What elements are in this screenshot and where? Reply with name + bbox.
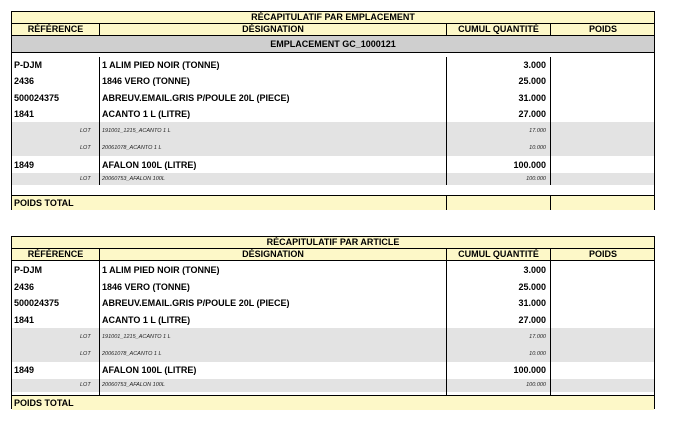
header-poids: POIDS — [588, 249, 617, 259]
lot-label: LOT — [80, 145, 91, 151]
column-divider — [550, 249, 551, 395]
row-designation: ACANTO 1 L (LITRE) — [102, 109, 191, 119]
column-divider — [99, 57, 100, 185]
lot-quantity: 10.000 — [529, 145, 546, 151]
table-row — [12, 362, 654, 378]
lot-row — [12, 346, 654, 362]
lot-code: 191001_1215_ACANTO 1 L — [102, 128, 171, 134]
column-divider — [446, 24, 447, 36]
lot-label: LOT — [80, 176, 91, 182]
header-designation: DÉSIGNATION — [242, 24, 304, 34]
header-cumul-quantite: CUMUL QUANTITÉ — [458, 24, 539, 34]
lot-row — [12, 379, 654, 392]
table-row — [12, 90, 654, 106]
row-quantity: 27.000 — [518, 315, 546, 325]
table-row — [12, 279, 654, 295]
column-divider — [99, 24, 100, 36]
row-reference: P-DJM — [14, 265, 43, 275]
row-quantity: 25.000 — [518, 282, 546, 292]
row-designation: 1 ALIM PIED NOIR (TONNE) — [102, 60, 220, 70]
table-row — [12, 295, 654, 311]
total-row — [12, 395, 654, 410]
lot-label: LOT — [80, 128, 91, 134]
header-cumul-quantite: CUMUL QUANTITÉ — [458, 249, 539, 259]
report-title: RÉCAPITULATIF PAR EMPLACEMENT — [12, 12, 654, 24]
row-quantity: 100.000 — [513, 365, 546, 375]
lot-quantity: 17.000 — [529, 128, 546, 134]
header-designation: DÉSIGNATION — [242, 249, 304, 259]
lot-row — [12, 173, 654, 185]
column-headers — [12, 249, 654, 261]
row-reference: 1841 — [14, 315, 35, 325]
column-divider — [550, 195, 551, 210]
row-reference: 1841 — [14, 109, 35, 119]
row-quantity: 100.000 — [513, 160, 546, 170]
header-poids: POIDS — [588, 24, 617, 34]
lot-quantity: 17.000 — [529, 334, 546, 340]
lot-code: 20060753_AFALON 100L — [102, 382, 165, 388]
lot-code: 20060753_AFALON 100L — [102, 176, 165, 182]
column-divider — [99, 249, 100, 395]
row-quantity: 25.000 — [518, 76, 546, 86]
table-row — [12, 57, 654, 73]
lot-code: 191001_1215_ACANTO 1 L — [102, 334, 171, 340]
column-divider — [446, 195, 447, 210]
table-row — [12, 312, 654, 328]
lot-quantity: 100.000 — [526, 176, 546, 182]
row-designation: ABREUV.EMAIL.GRIS P/POULE 20L (PIECE) — [102, 93, 290, 103]
row-reference: 500024375 — [14, 93, 60, 103]
row-reference: 2436 — [14, 282, 35, 292]
header-reference: RÉFÉRENCE — [27, 249, 84, 259]
total-label: POIDS TOTAL — [14, 398, 74, 408]
header-reference: RÉFÉRENCE — [27, 24, 84, 34]
lot-label: LOT — [80, 351, 91, 357]
row-quantity: 31.000 — [518, 93, 546, 103]
row-reference: 1849 — [14, 365, 35, 375]
report-title: RÉCAPITULATIF PAR ARTICLE — [12, 237, 654, 249]
lot-label: LOT — [80, 382, 91, 388]
row-designation: 1846 VERO (TONNE) — [102, 76, 190, 86]
row-reference: 2436 — [14, 76, 35, 86]
row-reference: 500024375 — [14, 298, 60, 308]
row-quantity: 3.000 — [523, 265, 546, 275]
recap-emplacement-table — [11, 11, 655, 210]
lot-row — [12, 328, 654, 346]
lot-code: 20061078_ACANTO 1 L — [102, 351, 162, 357]
recap-article-table — [11, 236, 655, 409]
row-designation: ABREUV.EMAIL.GRIS P/POULE 20L (PIECE) — [102, 298, 290, 308]
column-divider — [550, 57, 551, 185]
lot-label: LOT — [80, 334, 91, 340]
row-designation: 1 ALIM PIED NOIR (TONNE) — [102, 265, 220, 275]
row-designation: AFALON 100L (LITRE) — [102, 365, 197, 375]
total-label: POIDS TOTAL — [14, 198, 74, 208]
column-divider — [550, 24, 551, 36]
row-reference: P-DJM — [14, 60, 43, 70]
lot-row — [12, 122, 654, 140]
column-divider — [446, 57, 447, 185]
lot-quantity: 10.000 — [529, 351, 546, 357]
row-reference: 1849 — [14, 160, 35, 170]
row-quantity: 27.000 — [518, 109, 546, 119]
lot-row — [12, 140, 654, 156]
column-divider — [446, 249, 447, 395]
emplacement-heading: EMPLACEMENT GC_1000121 — [12, 36, 654, 53]
total-row — [12, 195, 654, 210]
row-designation: AFALON 100L (LITRE) — [102, 160, 197, 170]
row-designation: 1846 VERO (TONNE) — [102, 282, 190, 292]
table-row — [12, 262, 654, 278]
lot-quantity: 100.000 — [526, 382, 546, 388]
row-designation: ACANTO 1 L (LITRE) — [102, 315, 191, 325]
row-quantity: 3.000 — [523, 60, 546, 70]
table-row — [12, 157, 654, 173]
table-row — [12, 106, 654, 122]
column-headers — [12, 24, 654, 36]
lot-code: 20061078_ACANTO 1 L — [102, 145, 162, 151]
row-quantity: 31.000 — [518, 298, 546, 308]
table-row — [12, 73, 654, 89]
